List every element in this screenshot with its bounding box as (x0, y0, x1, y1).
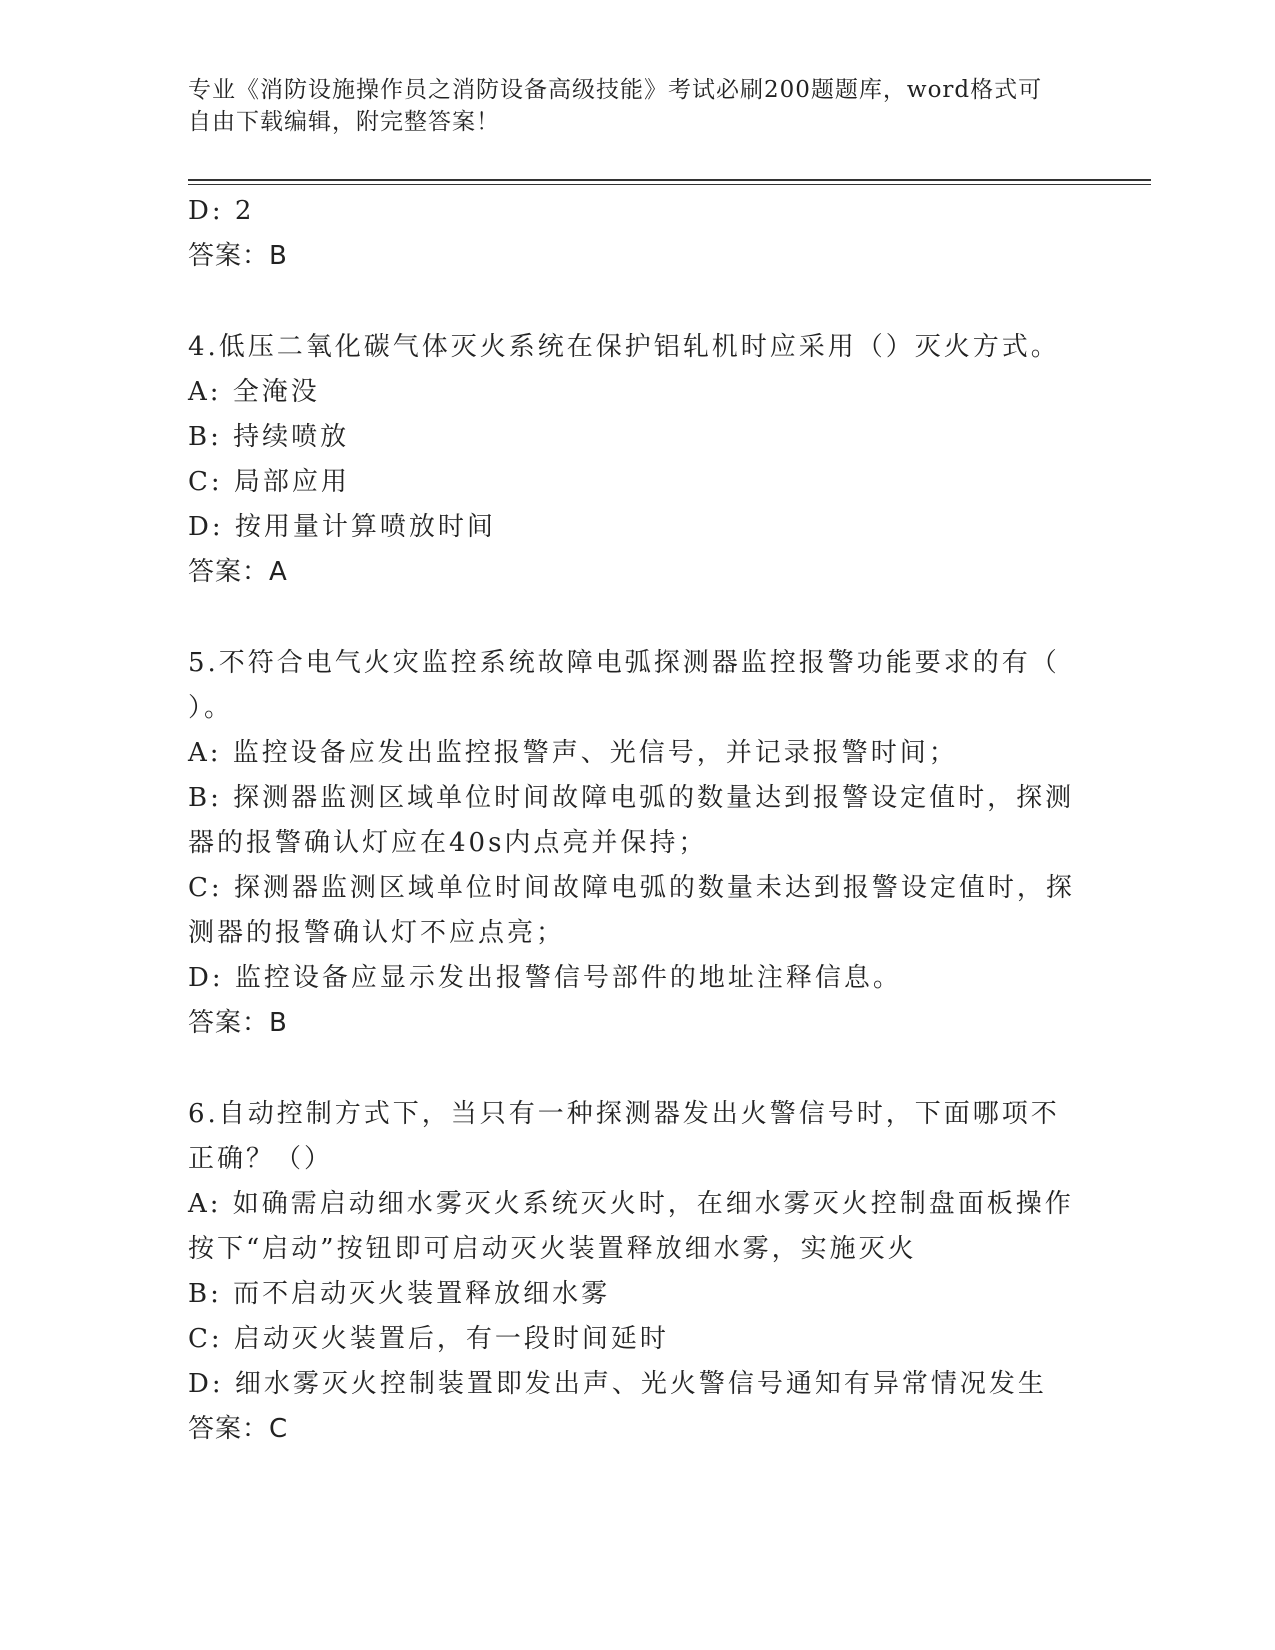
q5-answer: 答案：B (188, 1008, 288, 1038)
q3-answer: 答案：B (188, 241, 288, 271)
q5-question-line-2: ）。 (188, 693, 234, 723)
q6-question-line-1: 6.自动控制方式下，当只有一种探测器发出火警信号时，下面哪项不 (188, 1099, 1060, 1129)
q6-answer: 答案：C (188, 1414, 289, 1444)
spacer (188, 595, 1088, 641)
q6-option-a-line-1: A: 如确需启动细水雾灭火系统灭火时，在细水雾灭火控制盘面板操作 (188, 1189, 1074, 1219)
q5-option-d: D: 监控设备应显示发出报警信号部件的地址注释信息。 (188, 963, 902, 993)
q6-option-b: B: 而不启动灭火装置释放细水雾 (188, 1279, 611, 1309)
spacer (188, 279, 1088, 325)
question-4 (188, 325, 1088, 595)
document-header (188, 74, 1068, 138)
question-5 (188, 641, 1088, 1046)
q6-option-d: D: 细水雾灭火控制装置即发出声、光火警信号通知有异常情况发生 (188, 1369, 1047, 1399)
q6-question-line-2: 正确？（） (188, 1144, 334, 1174)
document-body (188, 189, 1088, 1452)
q5-option-b-line-2: 器的报警确认灯应在40s内点亮并保持； (188, 828, 708, 858)
q4-option-a: A: 全淹没 (188, 377, 320, 407)
q4-question: 4.低压二氧化碳气体灭火系统在保护铝轧机时应采用（）灭火方式。 (188, 332, 1060, 362)
spacer (188, 1046, 1088, 1092)
q4-option-d: D: 按用量计算喷放时间 (188, 512, 496, 542)
q5-option-c-line-2: 测器的报警确认灯不应点亮； (188, 918, 566, 948)
q6-option-a-line-2: 按下“启动”按钮即可启动灭火装置释放细水雾，实施灭火 (188, 1234, 917, 1264)
question-3-tail (188, 189, 1088, 279)
q4-answer: 答案：A (188, 557, 288, 587)
header-rule-thin (188, 184, 1151, 185)
q4-option-c: C: 局部应用 (188, 467, 350, 497)
q5-question-line-1: 5.不符合电气火灾监控系统故障电弧探测器监控报警功能要求的有（ (188, 648, 1060, 678)
question-6 (188, 1092, 1088, 1452)
q5-option-a: A: 监控设备应发出监控报警声、光信号，并记录报警时间； (188, 738, 958, 768)
q5-option-c-line-1: C: 探测器监测区域单位时间故障电弧的数量未达到报警设定值时，探 (188, 873, 1075, 903)
q3-option-d: D: 2 (188, 196, 255, 226)
q6-option-c: C: 启动灭火装置后，有一段时间延时 (188, 1324, 669, 1354)
q4-option-b: B: 持续喷放 (188, 422, 350, 452)
header-line-2: 自由下载编辑，附完整答案！ (188, 109, 500, 135)
q5-option-b-line-1: B: 探测器监测区域单位时间故障电弧的数量达到报警设定值时，探测 (188, 783, 1075, 813)
header-rule-thick (188, 179, 1151, 181)
header-line-1: 专业《消防设施操作员之消防设备高级技能》考试必刷200题题库，word格式可 (188, 77, 1043, 103)
